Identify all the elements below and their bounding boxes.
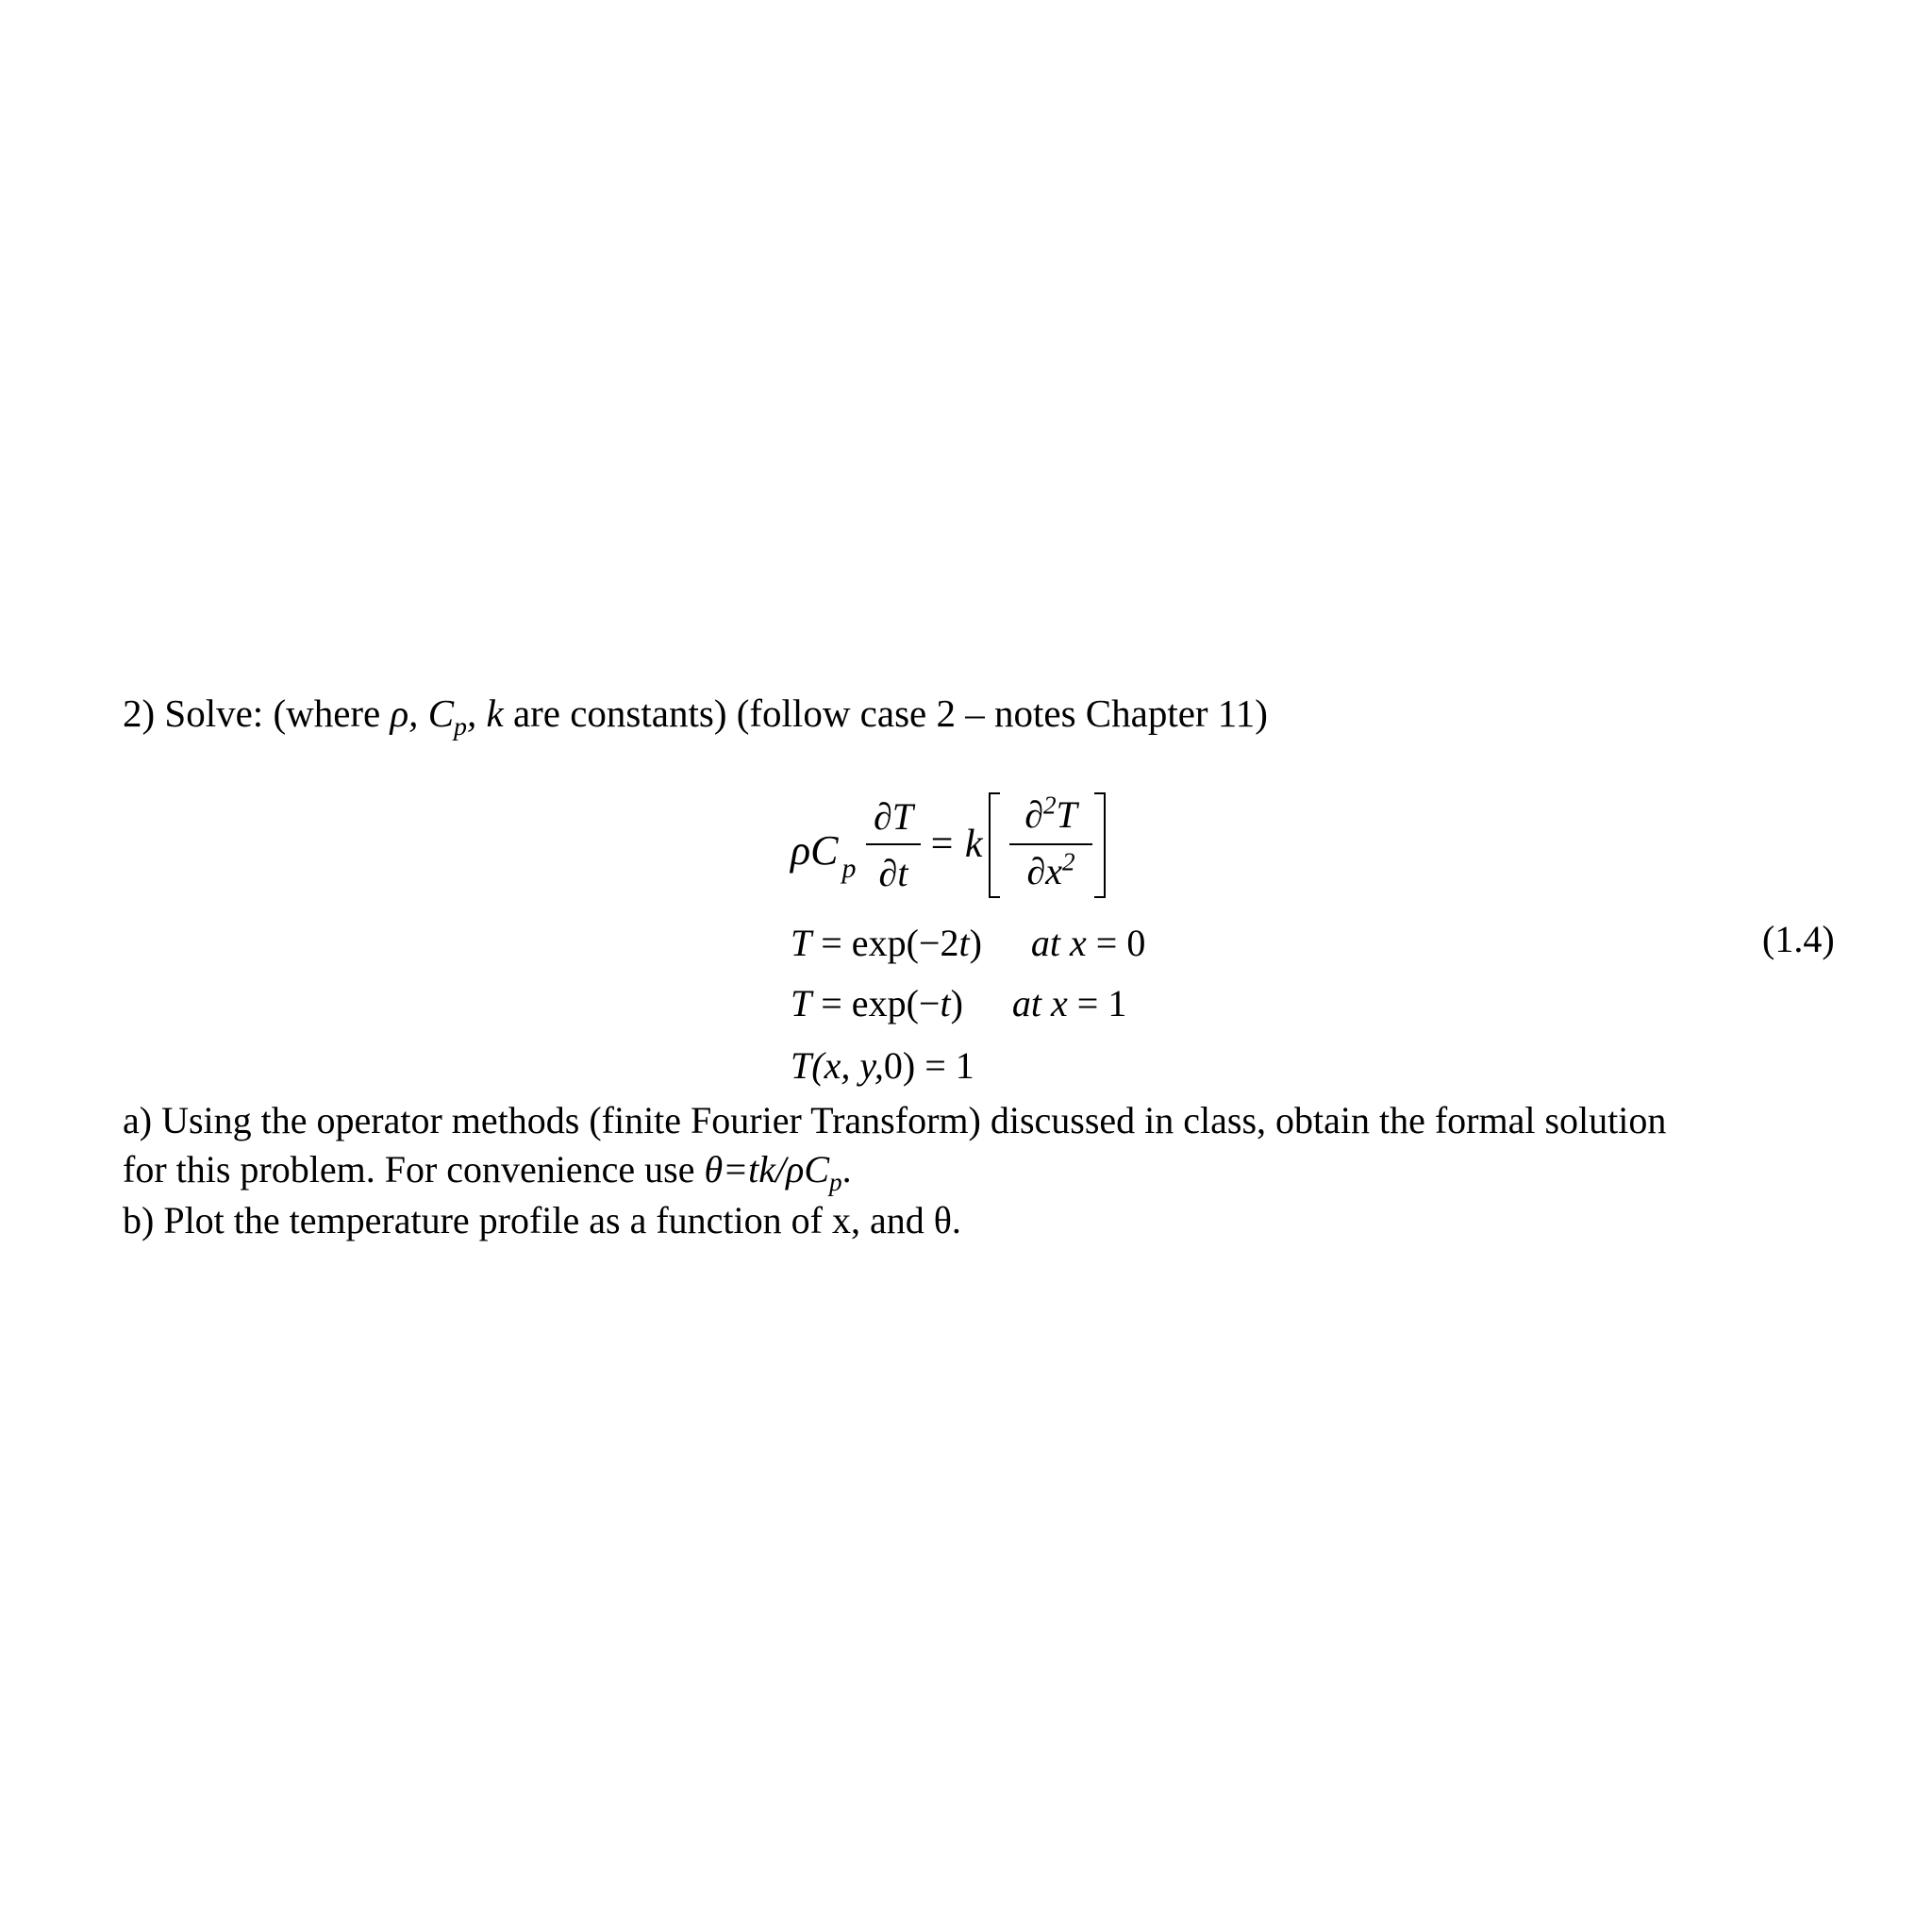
heading-rest-text: are constants) (follow case 2 – notes Chapter 11) (503, 691, 1268, 735)
problem-number: 2) (123, 691, 156, 735)
right-bracket (1094, 792, 1106, 898)
k-symbol: k (486, 691, 504, 735)
part-a-line-2: for this problem. For convenience use $\theta=tk/\rho C_p$. (123, 1148, 852, 1196)
boundary-condition-2: T = exp(−t) at x = 1 (791, 982, 1127, 1024)
pde-lhs-fraction (866, 795, 921, 838)
problem-heading (123, 691, 1268, 742)
left-bracket (989, 792, 1000, 898)
equation-number: (1.4) (1762, 918, 1835, 960)
part-b-line: b) Plot the temperature profile as a function of x, and θ. (123, 1199, 961, 1241)
cp-symbol: $C_p$, (427, 691, 477, 742)
pde-lhs-numerator: ∂T (873, 795, 913, 838)
pde-lhs-bar (866, 843, 921, 845)
boundary-condition-1: T = exp(−2t) at x = 0 (791, 922, 1146, 964)
rho-symbol: ρ, (390, 691, 419, 735)
pde-lhs-denominator: ∂t (878, 852, 908, 894)
initial-condition: T(x, y,0) = 1 (791, 1044, 974, 1087)
part-a-line-1: a) Using the operator methods (finite Fourier Transform) discussed in class, obtain the formal solution (123, 1099, 1667, 1141)
pde-rho-cp: ρC $_p$ (791, 827, 857, 884)
heading-solve-text: Solve: (where (164, 691, 391, 735)
pde-rhs-numerator: ∂$^2$T (1024, 791, 1077, 836)
pde-equals-k: = k (928, 823, 983, 866)
pde-rhs-bar (1009, 843, 1092, 845)
pde-rhs-denominator: $\partial x^2$ (1026, 847, 1075, 892)
